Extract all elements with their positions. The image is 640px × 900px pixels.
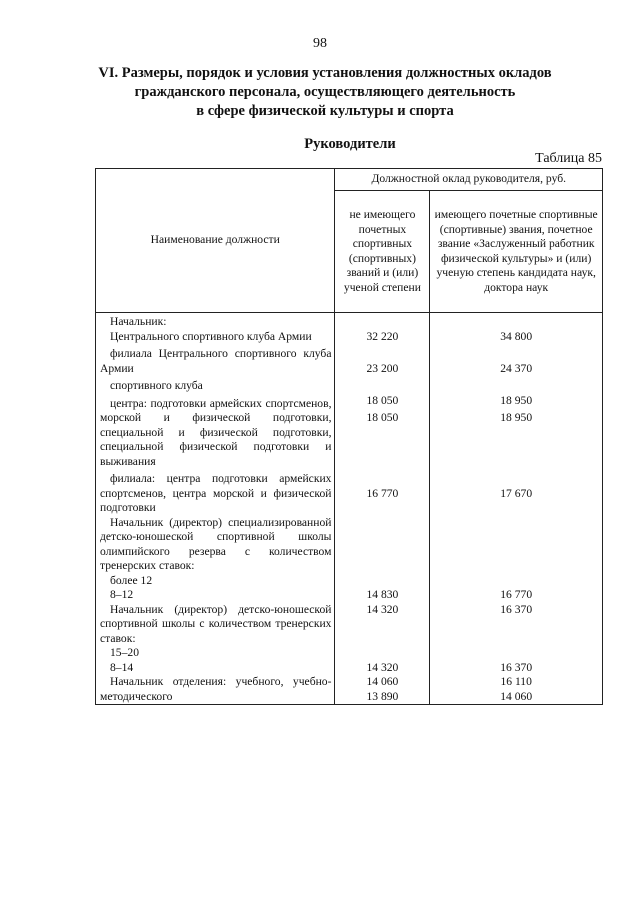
salary-value: 14 320 xyxy=(366,660,399,674)
section-title-line: VI. Размеры, порядок и условия установления должностных окладов xyxy=(98,65,552,81)
without-titles-column xyxy=(335,313,430,705)
salary-value: 16 370 xyxy=(500,660,533,674)
salary-value: 18 050 xyxy=(366,411,399,424)
salary-value: 14 060 xyxy=(366,675,399,688)
salary-value: 14 830 xyxy=(366,588,399,601)
salary-value: 16 110 xyxy=(500,675,532,688)
header-without-titles: не имеющего почетных спортивных (спортивных) званий и (или) ученой степени xyxy=(335,191,430,313)
table-row-name: филиала: центра подготовки армейских спортсменов, центра морской и физической подготовки xyxy=(100,472,332,514)
salary-value: 16 770 xyxy=(500,588,533,601)
with-titles-column xyxy=(430,313,603,705)
salary-value: 18 950 xyxy=(500,411,533,424)
table-row-name: центра: подготовки армейских спортсменов, морской и физической подготовки, специальной и физической подготовки, специальной физической подготовки и выживания xyxy=(100,396,332,468)
salary-value: 18 950 xyxy=(500,393,533,407)
table-row-name: Начальник (директор) специализированной детско-юношеской спортивной школы олимпийского резерва с количеством тренерских ставок: xyxy=(100,515,332,572)
page-number: 98 xyxy=(313,36,327,51)
header-salary-group: Должностной оклад руководителя, руб. xyxy=(335,169,603,191)
table-row-name: спортивного клуба xyxy=(110,379,203,392)
salary-value: 24 370 xyxy=(500,361,533,375)
table-label: Таблица 85 xyxy=(535,151,602,166)
section-title xyxy=(70,64,580,121)
salary-value: 32 220 xyxy=(366,329,399,343)
table-subtitle: Руководители xyxy=(304,136,396,152)
table-row-name: Центрального спортивного клуба Армии xyxy=(110,329,312,343)
table-row-name: Начальник (директор) детско-юношеской спортивной школы с количеством тренерских ставок: xyxy=(100,602,332,645)
salary-value: 14 320 xyxy=(366,602,399,616)
table-row-name: 8–14 xyxy=(110,660,134,674)
table-row-name: филиала Центрального спортивного клуба Армии xyxy=(100,347,332,375)
salary-value: 16 770 xyxy=(366,486,399,500)
table-row-name: 15–20 xyxy=(110,646,139,659)
salary-value: 18 050 xyxy=(366,393,399,407)
salary-value: 14 060 xyxy=(500,689,533,703)
table-row-name: более 12 xyxy=(110,573,153,587)
section-title-line: в сфере физической культуры и спорта xyxy=(196,103,454,119)
header-position-name: Наименование должности xyxy=(96,169,335,313)
position-column xyxy=(96,313,335,705)
table-row-name: 8–12 xyxy=(110,588,134,601)
salary-table xyxy=(95,168,603,705)
table-row-name: Начальник: xyxy=(110,315,167,328)
salary-value: 17 670 xyxy=(500,486,533,500)
salary-value: 23 200 xyxy=(366,361,399,375)
section-title-line: гражданского персонала, осуществляющего деятельность xyxy=(134,84,516,100)
salary-value: 34 800 xyxy=(500,329,533,343)
salary-value: 13 890 xyxy=(366,689,399,703)
header-with-titles: имеющего почетные спортивные (спортивные) звания, почетное звание «Заслуженный работник физической культуры» и (или) ученую степень кандидата наук, доктора наук xyxy=(430,191,603,313)
table-row-name: Начальник отделения: учебного, учебно-методического xyxy=(100,675,332,703)
salary-value: 16 370 xyxy=(500,602,533,616)
